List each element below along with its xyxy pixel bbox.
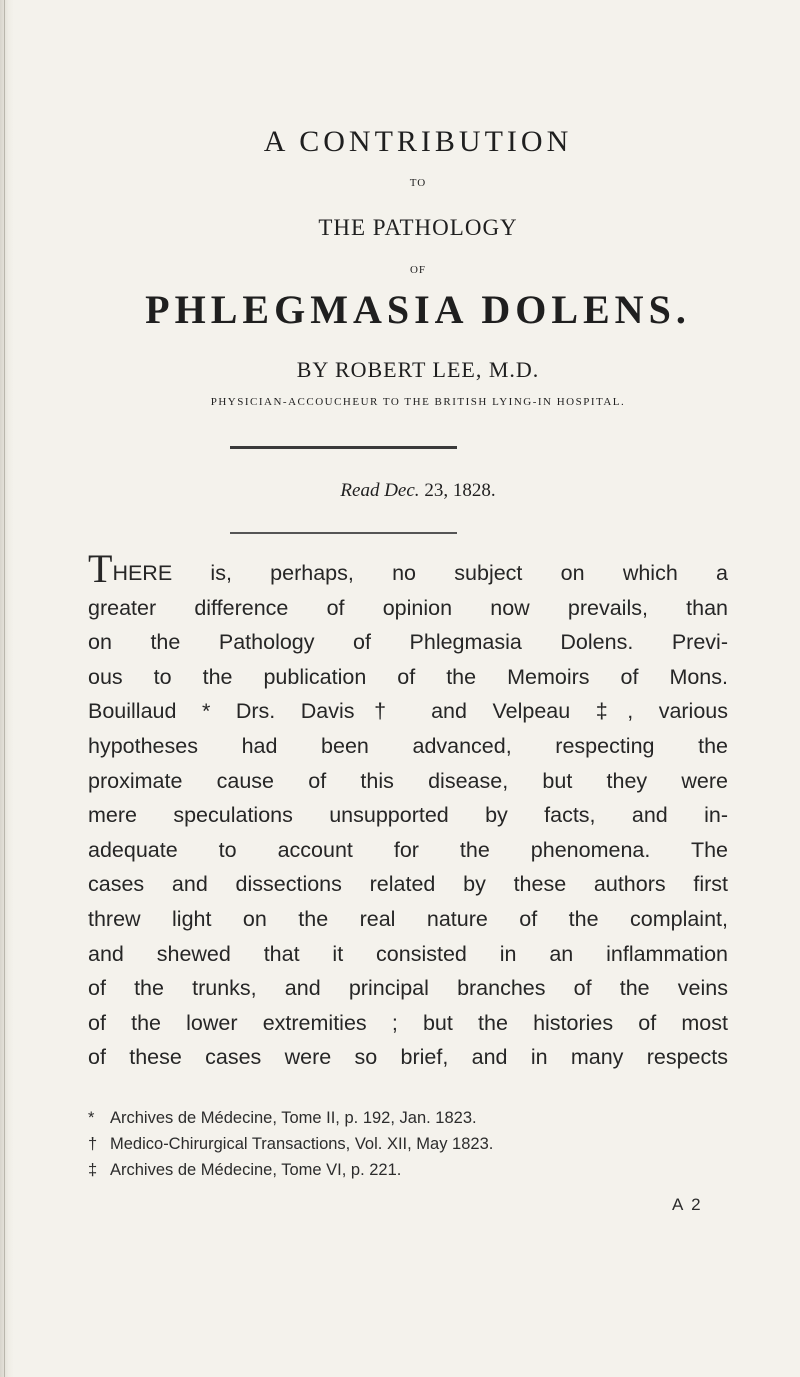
body-paragraph (88, 546, 748, 1075)
footnote-3 (88, 1157, 748, 1183)
body-line: ous to the publication of the Memoirs of Mons. (88, 664, 728, 689)
title-disease-name: PHLEGMASIA DOLENS. (145, 287, 691, 332)
author-name: BY ROBERT LEE, M.D. (296, 357, 540, 382)
body-line-text: HERE is, perhaps, no subject on which a (112, 561, 728, 585)
footnote-mark: * (88, 1109, 95, 1127)
title-line-contribution: A CONTRIBUTION (263, 125, 573, 158)
author-role: PHYSICIAN-ACCOUCHEUR TO THE BRITISH LYING-IN HOSPITAL. (210, 396, 626, 408)
read-date-label: Read Dec. (340, 480, 420, 501)
body-line: and shewed that it consisted in an inflammation (88, 941, 728, 966)
footnote-text: Archives de Médecine, Tome VI, p. 221. (110, 1161, 402, 1179)
body-line: of the trunks, and principal branches of the veins (88, 976, 728, 1001)
footnote-mark: † (88, 1135, 98, 1153)
body-line: Bouillaud * Drs. Davis† and Velpeau ‡, various (88, 699, 728, 724)
title-line-to: TO (409, 177, 427, 189)
page-edge (0, 0, 14, 1377)
read-date-value: 23, 1828. (424, 480, 496, 501)
body-line: adequate to account for the phenomena. The (88, 837, 728, 862)
body-line: on the Pathology of Phlegmasia Dolens. Previ- (88, 630, 728, 655)
body-line: of the lower extremities ; but the histories of most (88, 1010, 728, 1035)
body-line: proximate cause of this disease, but they were (88, 768, 728, 793)
divider-rule-bottom (230, 532, 457, 534)
signature-mark: A 2 (672, 1195, 703, 1214)
footnote-text: Medico-Chirurgical Transactions, Vol. XII, May 1823. (110, 1135, 494, 1153)
body-line: mere speculations unsupported by facts, and in- (88, 803, 728, 828)
body-line (88, 546, 728, 591)
footnote-1 (88, 1105, 748, 1131)
body-line: greater difference of opinion now prevails, than (88, 595, 728, 620)
body-line: cases and dissections related by these authors first (88, 872, 728, 897)
footnote-mark: ‡ (88, 1161, 98, 1179)
body-line: of these cases were so brief, and in many respects (88, 1045, 728, 1070)
divider-rule-top (230, 446, 457, 449)
body-line: hypotheses had been advanced, respecting the (88, 733, 728, 758)
footnote-text: Archives de Médecine, Tome II, p. 192, Jan. 1823. (110, 1109, 477, 1127)
footnotes (88, 1105, 748, 1183)
footnote-2 (88, 1131, 748, 1157)
page-edge-line (4, 0, 5, 1377)
body-line: threw light on the real nature of the complaint, (88, 906, 728, 931)
drop-cap: T (88, 546, 113, 591)
read-date (88, 479, 748, 503)
title-line-of: OF (409, 264, 427, 276)
title-line-pathology: THE PATHOLOGY (318, 215, 518, 240)
